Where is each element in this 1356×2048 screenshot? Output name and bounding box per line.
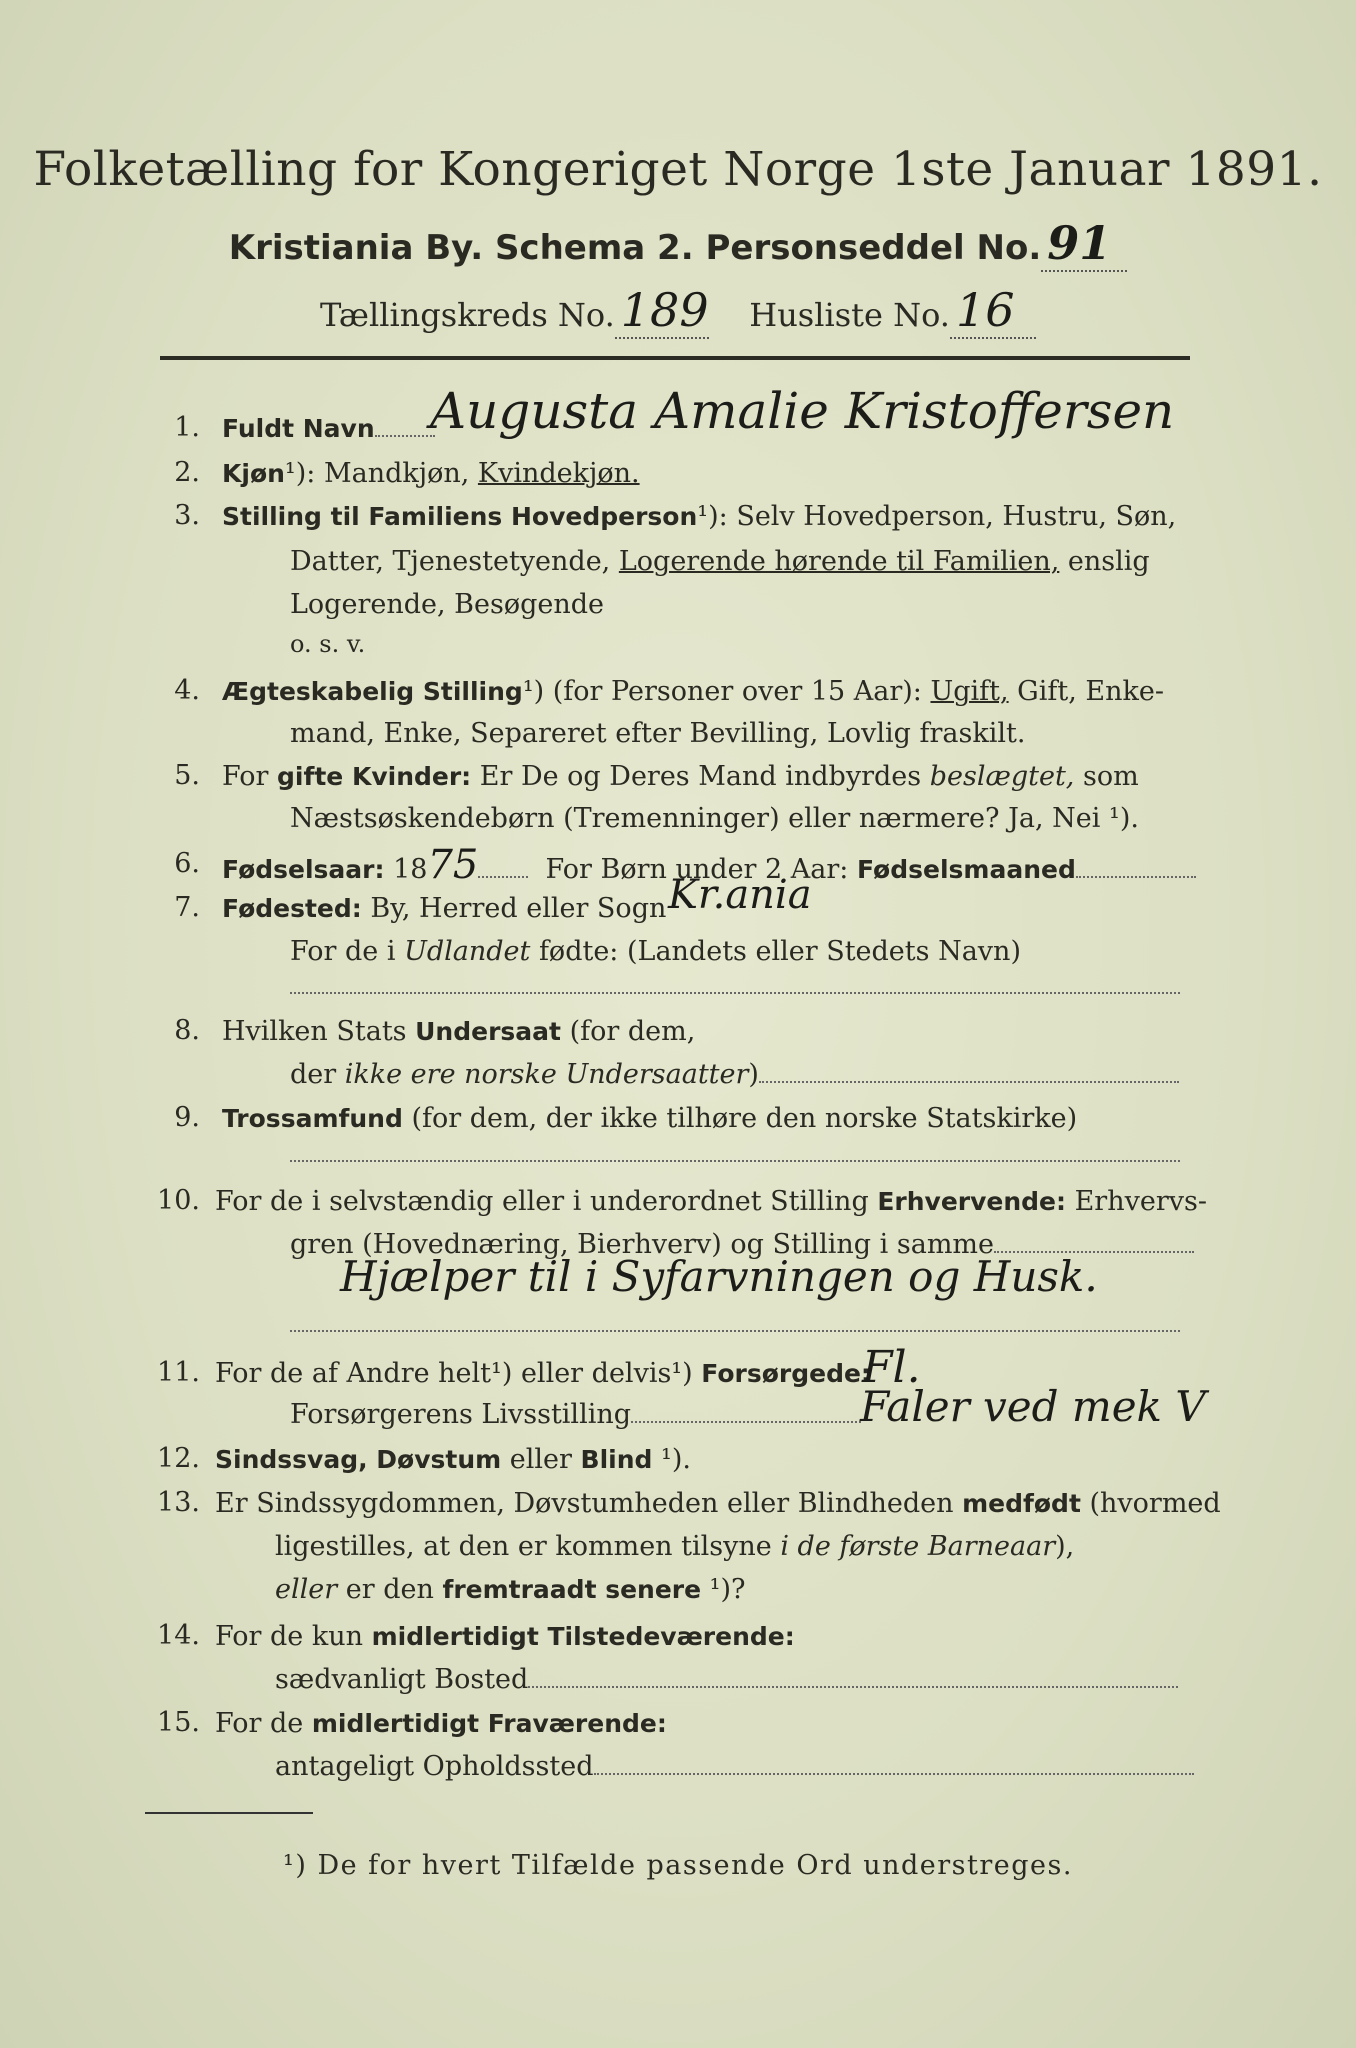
family-position-options: ¹): Selv Hovedperson, Hustru, Søn,	[697, 501, 1177, 532]
footnote: ¹) De for hvert Tilfælde passende Ord understreges.	[283, 1850, 1073, 1881]
text-span: ligestilles, at den er kommen tilsyne	[275, 1531, 781, 1562]
husliste-label: Husliste No.	[749, 296, 950, 334]
gender-selected: Kvindekjøn.	[477, 458, 640, 489]
marital-status-selected: Ugift,	[930, 676, 1009, 707]
temporary-present-line2	[275, 1663, 1178, 1697]
item-citizenship	[222, 1015, 695, 1049]
family-position-line2	[290, 545, 1150, 579]
text-span: For	[222, 761, 278, 792]
text-span: By, Herred eller Sogn	[361, 893, 667, 924]
congenital-line3	[275, 1573, 746, 1607]
text-span: For de	[215, 1708, 312, 1739]
dotted-leader	[528, 1676, 1178, 1688]
temporary-absent-label: midlertidigt Fraværende:	[311, 1709, 667, 1738]
dotted-leader	[290, 982, 1180, 994]
item-marital-status	[222, 675, 1164, 709]
occupation-label: Erhvervende:	[877, 1187, 1067, 1216]
married-women-line2: Næstsøskendebørn (Tremenninger) eller nærmere? Ja, Nei ¹).	[290, 803, 1139, 834]
text-span: (for dem, der ikke tilhøre den norske Statskirke)	[402, 1103, 1078, 1134]
text-span: Datter, Tjenestetyende,	[290, 546, 619, 577]
religion-label: Trossamfund	[222, 1104, 403, 1133]
congenital-label: medfødt	[962, 1489, 1081, 1518]
supported-value: Fl.	[862, 1342, 921, 1393]
text-span: Erhvervs-	[1066, 1186, 1207, 1217]
text-span: Forsørgerens Livsstilling	[290, 1399, 632, 1430]
temporary-present-label: midlertidigt Tilstedeværende:	[371, 1622, 795, 1651]
footnote-divider	[145, 1812, 313, 1814]
birth-year-label: Fødselsaar:	[222, 855, 385, 884]
item-number: 6.	[174, 848, 200, 879]
text-span: ¹) (for Personer over 15 Aar):	[522, 676, 931, 707]
text-span: sædvanligt Bosted	[275, 1664, 529, 1695]
text-span: eller	[501, 1444, 581, 1475]
item-married-women	[222, 760, 1139, 794]
occupation-value: Hjælper til i Syfarvningen og Husk.	[340, 1252, 1098, 1301]
item-birthplace	[222, 892, 666, 926]
dotted-leader	[594, 1763, 1194, 1775]
text-span: beslægtet,	[929, 761, 1075, 792]
blind-label: Blind	[580, 1445, 653, 1474]
marital-status-line2: mand, Enke, Separeret efter Bevilling, Lovlig fraskilt.	[290, 718, 1026, 749]
family-position-line3: Logerende, Besøgende	[290, 589, 604, 620]
later-onset-label: fremtraadt senere	[442, 1575, 702, 1604]
form-subtitle	[0, 216, 1356, 272]
supported-line2	[290, 1398, 861, 1432]
text-span: (for dem,	[560, 1016, 696, 1047]
family-position-label: Stilling til Familiens Hovedperson	[222, 502, 698, 531]
item-number: 2.	[174, 457, 200, 488]
item-temporary-absent	[215, 1707, 667, 1741]
text-span: For Børn under 2 Aar:	[545, 854, 857, 885]
taellingskreds-label: Tællingskreds No.	[320, 296, 615, 334]
item-religion	[222, 1102, 1077, 1136]
dotted-leader	[375, 425, 435, 437]
birth-month-label: Fødselsmaaned	[856, 855, 1076, 884]
item-number: 5.	[174, 760, 200, 791]
taellingskreds-number: 189	[615, 283, 709, 339]
text-span: For de af Andre helt¹) eller delvis¹)	[215, 1358, 702, 1389]
gender-options: ¹): Mandkjøn,	[284, 458, 478, 489]
text-span: gren (Hovednæring, Bierhverv) og Stilling i samme	[290, 1229, 995, 1260]
text-span: ¹)?	[701, 1574, 746, 1605]
item-gender	[222, 457, 640, 491]
header-divider	[160, 356, 1190, 360]
citizenship-label: Undersaat	[415, 1017, 561, 1046]
married-women-label: gifte Kvinder:	[277, 762, 472, 791]
item-number: 15.	[157, 1707, 200, 1738]
text-span: enslig	[1059, 546, 1150, 577]
personseddel-number: 91	[1041, 216, 1127, 272]
birthplace-line2	[290, 935, 1021, 969]
item-number: 14.	[157, 1620, 200, 1651]
dotted-leader	[1076, 866, 1196, 878]
text-span: Er Sindssygdommen, Døvstumheden eller Blindheden	[215, 1488, 963, 1519]
item-number: 9.	[174, 1102, 200, 1133]
supported-label: Forsørgede:	[701, 1359, 871, 1388]
family-position-line4: o. s. v.	[290, 630, 366, 658]
text-span: eller	[275, 1574, 338, 1605]
full-name-value: Augusta Amalie Kristoffersen	[430, 382, 1175, 440]
text-span: (hvormed	[1080, 1488, 1221, 1519]
form-title: Folketælling for Kongeriget Norge 1ste Januar 1891.	[33, 142, 1323, 197]
item-number: 8.	[174, 1015, 200, 1046]
item-number: 7.	[174, 892, 200, 923]
citizenship-line2	[290, 1058, 1179, 1092]
item-number: 3.	[174, 500, 200, 531]
item-disability	[215, 1443, 691, 1477]
text-span: 18	[384, 854, 428, 885]
schema-line: Kristiania By. Schema 2. Personseddel No.	[228, 228, 1042, 268]
text-span: der	[290, 1059, 345, 1090]
text-span: ),	[1055, 1531, 1075, 1562]
item-occupation	[215, 1185, 1207, 1219]
dotted-leader	[290, 1320, 1180, 1332]
text-span: For de i selvstændig eller i underordnet Stilling	[215, 1186, 878, 1217]
full-name-label: Fuldt Navn	[222, 414, 375, 443]
birthplace-value: Kr.ania	[668, 872, 812, 918]
birthplace-label: Fødested:	[222, 894, 362, 923]
dotted-leader	[631, 1411, 861, 1423]
birth-year-value: 75	[427, 842, 479, 888]
item-number: 13.	[157, 1487, 200, 1518]
family-position-selected: Logerende hørende til Familien,	[618, 546, 1060, 577]
item-full-name	[222, 412, 435, 446]
temporary-absent-line2	[275, 1750, 1194, 1784]
text-span: )	[748, 1059, 759, 1090]
text-span: i de første Barneaar	[780, 1531, 1056, 1562]
provider-occupation-value: Faler ved mek V	[860, 1382, 1206, 1431]
dotted-leader	[290, 1150, 1180, 1162]
text-span: fødte: (Landets eller Stedets Navn)	[530, 936, 1021, 967]
text-span: ¹).	[652, 1444, 691, 1475]
item-number: 1.	[174, 412, 200, 443]
item-number: 4.	[174, 675, 200, 706]
text-span: Udlandet	[404, 936, 531, 967]
dotted-leader	[478, 866, 528, 878]
dotted-leader	[759, 1071, 1179, 1083]
text-span: som	[1074, 761, 1139, 792]
husliste-number: 16	[950, 283, 1036, 339]
district-line	[0, 283, 1356, 339]
disability-label: Sindssvag, Døvstum	[215, 1445, 502, 1474]
text-span: Er De og Deres Mand indbyrdes	[471, 761, 930, 792]
text-span: antageligt Opholdssted	[275, 1751, 594, 1782]
item-number: 12.	[157, 1443, 200, 1474]
text-span: Gift, Enke-	[1008, 676, 1164, 707]
text-span: Hvilken Stats	[222, 1016, 416, 1047]
item-number: 11.	[157, 1357, 200, 1388]
marital-status-label: Ægteskabelig Stilling	[222, 677, 523, 706]
congenital-line2	[275, 1530, 1074, 1564]
text-span: For de i	[290, 936, 405, 967]
gender-label: Kjøn	[222, 459, 285, 488]
item-family-position	[222, 500, 1176, 534]
text-span: er den	[337, 1574, 443, 1605]
item-temporary-present	[215, 1620, 795, 1654]
item-number: 10.	[157, 1185, 200, 1216]
text-span: ikke ere norske Undersaatter	[344, 1059, 749, 1090]
item-supported	[215, 1357, 871, 1391]
item-congenital	[215, 1487, 1221, 1521]
text-span: For de kun	[215, 1621, 372, 1652]
